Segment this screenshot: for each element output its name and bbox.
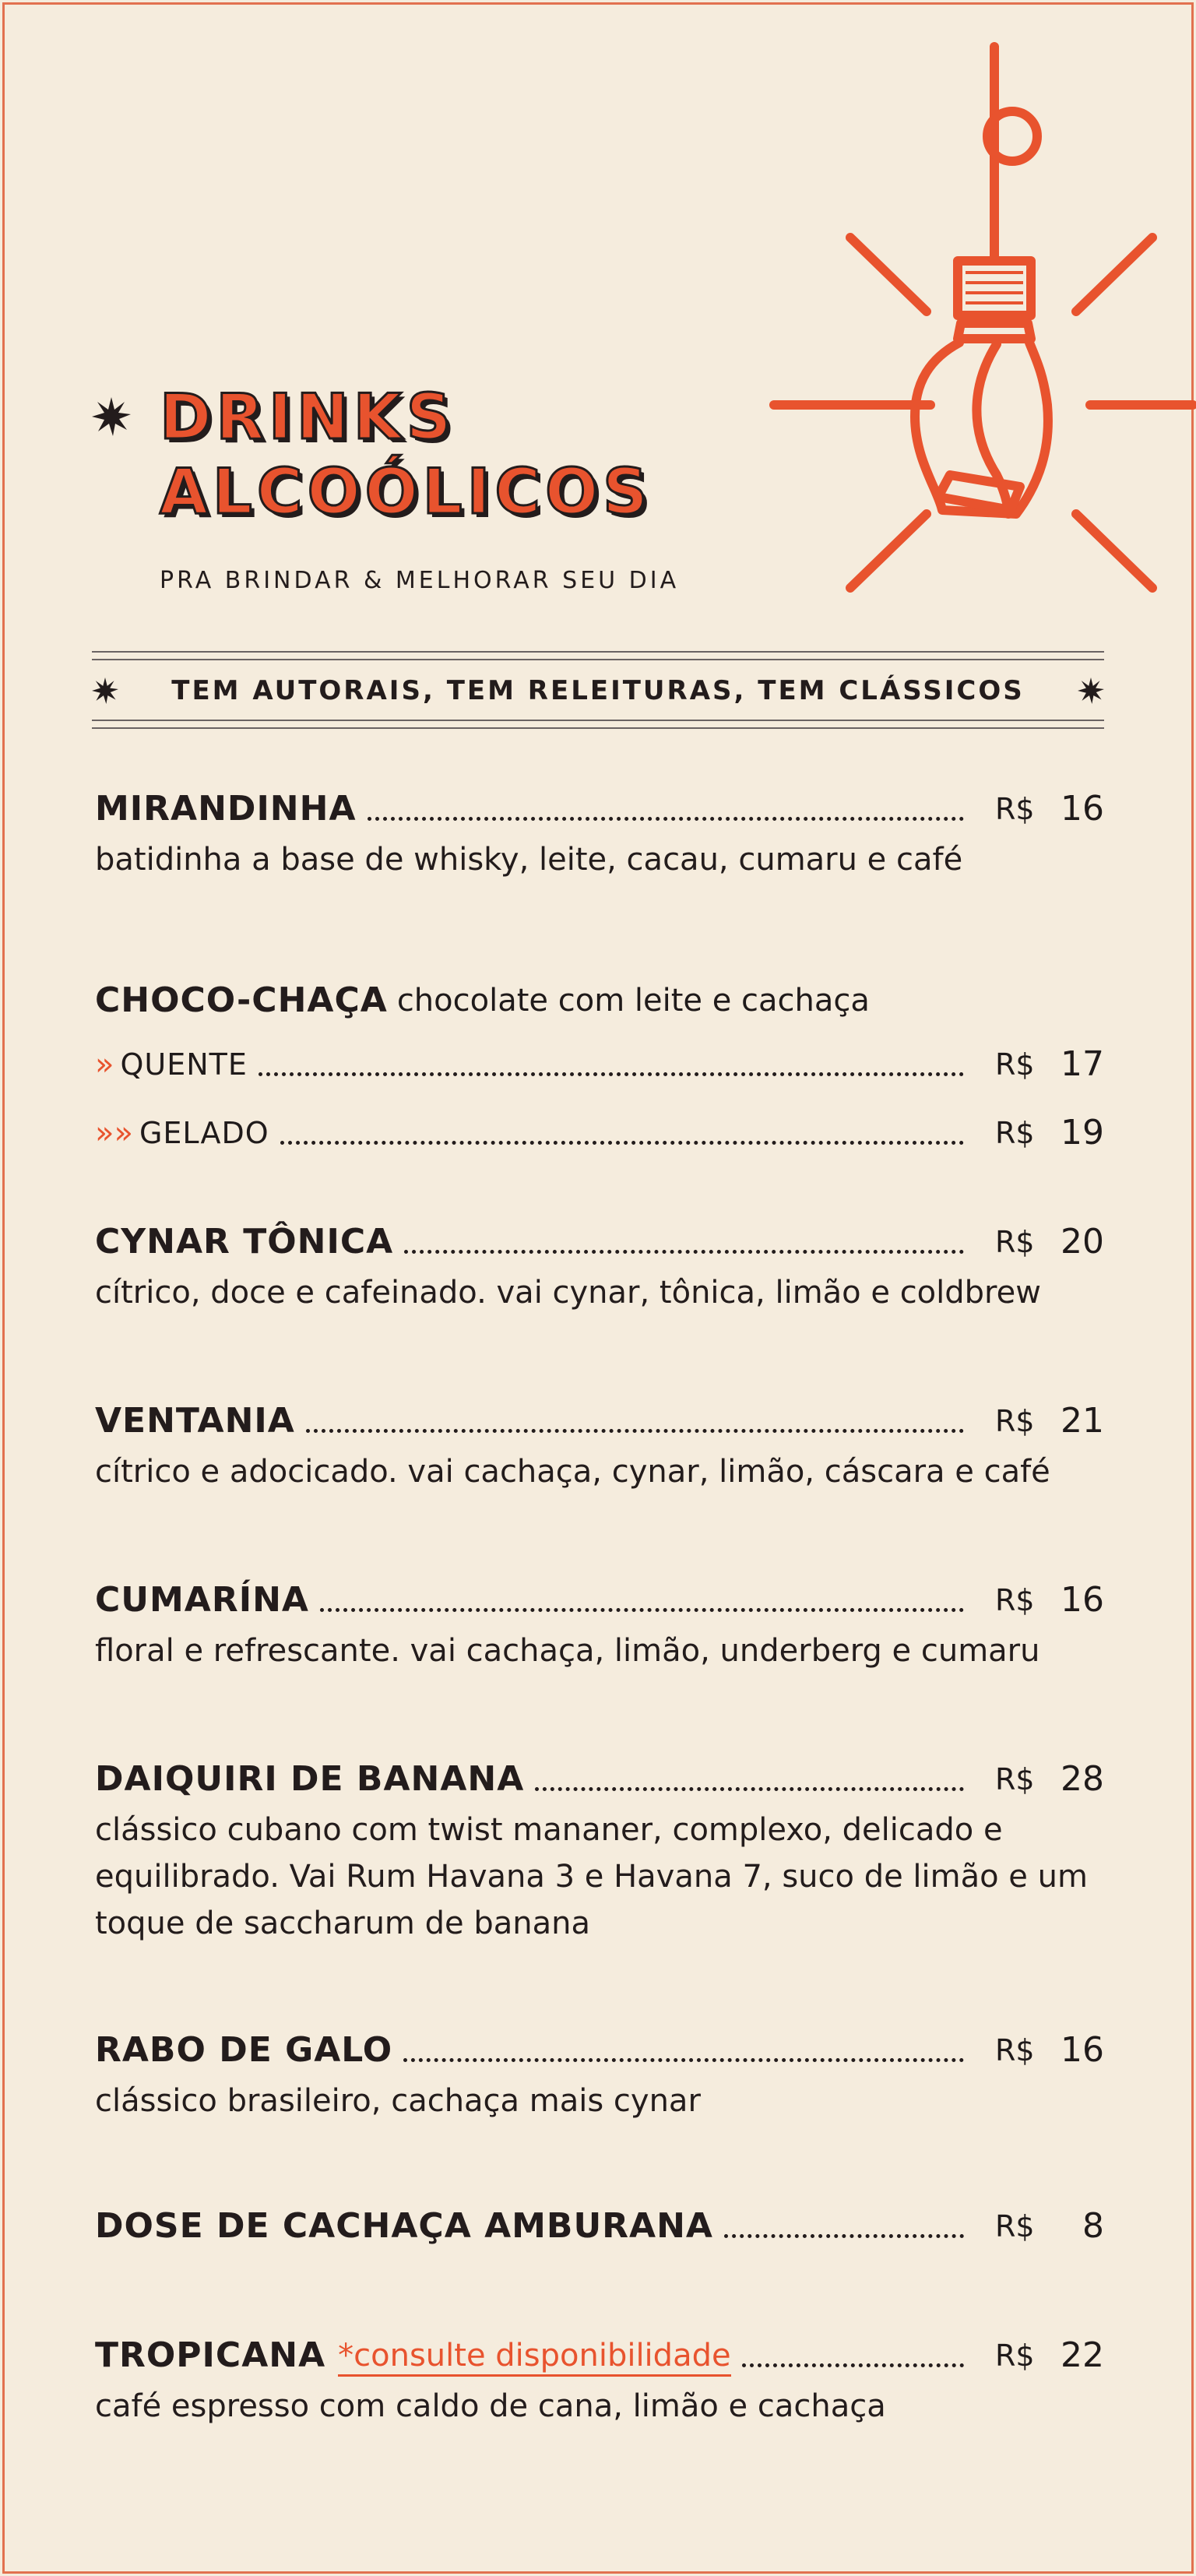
variant-price: R$ 17 [995,1044,1104,1084]
item-name: VENTANIA [95,1401,295,1441]
menu-item [95,2025,1104,2124]
page-title [160,380,653,530]
variant-label: GELADO [139,1116,269,1150]
item-description: batidinha a base de whisky, leite, cacau, cumaru e café [95,842,963,878]
description-line: toque de saccharum de banana [95,1906,590,1941]
item-price: R$ 8 [995,2206,1104,2246]
dot-leader [320,1608,964,1612]
item-description: floral e refrescante. vai cachaça, limão, underberg e cumaru [95,1633,1040,1669]
banner [92,671,1104,710]
banner-text: TEM AUTORAIS, TEM RELEITURAS, TEM CLÁSSICOS [171,675,1025,706]
menu-item [95,1216,1104,1316]
item-name: CYNAR TÔNICA [95,1222,394,1262]
title-line-1: DRINKS [160,381,456,453]
divider [92,727,1104,729]
item-price: R$ 21 [995,1401,1104,1441]
description-line: equilibrado. Vai Rum Havana 3 e Havana 7, suco de limão e um [95,1859,1088,1895]
item-price: R$ 16 [995,789,1104,829]
title-line-2: ALCOÓLICOS [160,456,653,528]
chevron-icon: »» [95,1115,133,1151]
item-price: R$ 16 [995,1580,1104,1620]
chevron-icon: » [95,1047,114,1082]
dot-leader [368,817,964,821]
item-name: DAIQUIRI DE BANANA [95,1759,525,1799]
menu-item [95,1395,1104,1495]
menu-item [95,2201,1104,2247]
dot-leader [404,1250,964,1254]
subtitle: PRA BRINDAR & MELHORAR SEU DIA [160,567,680,594]
dot-leader [280,1141,964,1145]
hanging-lamp-icon [763,39,1196,615]
star-burst-icon [92,677,118,704]
variant-label: QUENTE [120,1047,248,1082]
star-burst-icon [1078,677,1104,704]
item-price: R$ 22 [995,2335,1104,2375]
item-name: CUMARÍNA [95,1580,309,1620]
dot-leader [306,1429,964,1433]
dot-leader [259,1072,964,1076]
dot-leader [724,2234,964,2238]
variant-row [95,1107,1104,1154]
item-description: cítrico e adocicado. vai cachaça, cynar, limão, cáscara e café [95,1454,1050,1490]
menu-item [95,783,1104,883]
divider [92,720,1104,721]
item-price: R$ 28 [995,1759,1104,1799]
variant-price: R$ 19 [995,1113,1104,1153]
dot-leader [742,2363,964,2367]
item-description: chocolate com leite e cachaça [396,983,870,1019]
menu-item [95,2330,1104,2430]
dot-leader [403,2058,964,2062]
variant-row [95,1039,1104,1086]
item-price: R$ 20 [995,1222,1104,1262]
item-description: café espresso com caldo de cana, limão e cachaça [95,2388,886,2424]
item-name: DOSE DE CACHAÇA AMBURANA [95,2206,713,2246]
menu-item [95,1754,1104,1947]
item-description [95,1807,1104,1947]
item-price: R$ 16 [995,2030,1104,2070]
divider [92,651,1104,653]
availability-note: *consulte disponibilidade [338,2337,730,2377]
dot-leader [535,1787,964,1791]
item-name: CHOCO-CHAÇA [95,980,388,1020]
item-name: RABO DE GALO [95,2030,393,2070]
item-description: clássico brasileiro, cachaça mais cynar [95,2083,701,2119]
menu-item [95,1575,1104,1674]
item-description: cítrico, doce e cafeinado. vai cynar, tônica, limão e coldbrew [95,1275,1041,1311]
menu-item [95,975,1104,1154]
item-name: MIRANDINHA [95,789,357,829]
item-name: TROPICANA [95,2335,326,2375]
divider [92,659,1104,660]
star-burst-icon [92,397,131,436]
description-line: clássico cubano com twist mananer, complexo, delicado e [95,1812,1003,1848]
